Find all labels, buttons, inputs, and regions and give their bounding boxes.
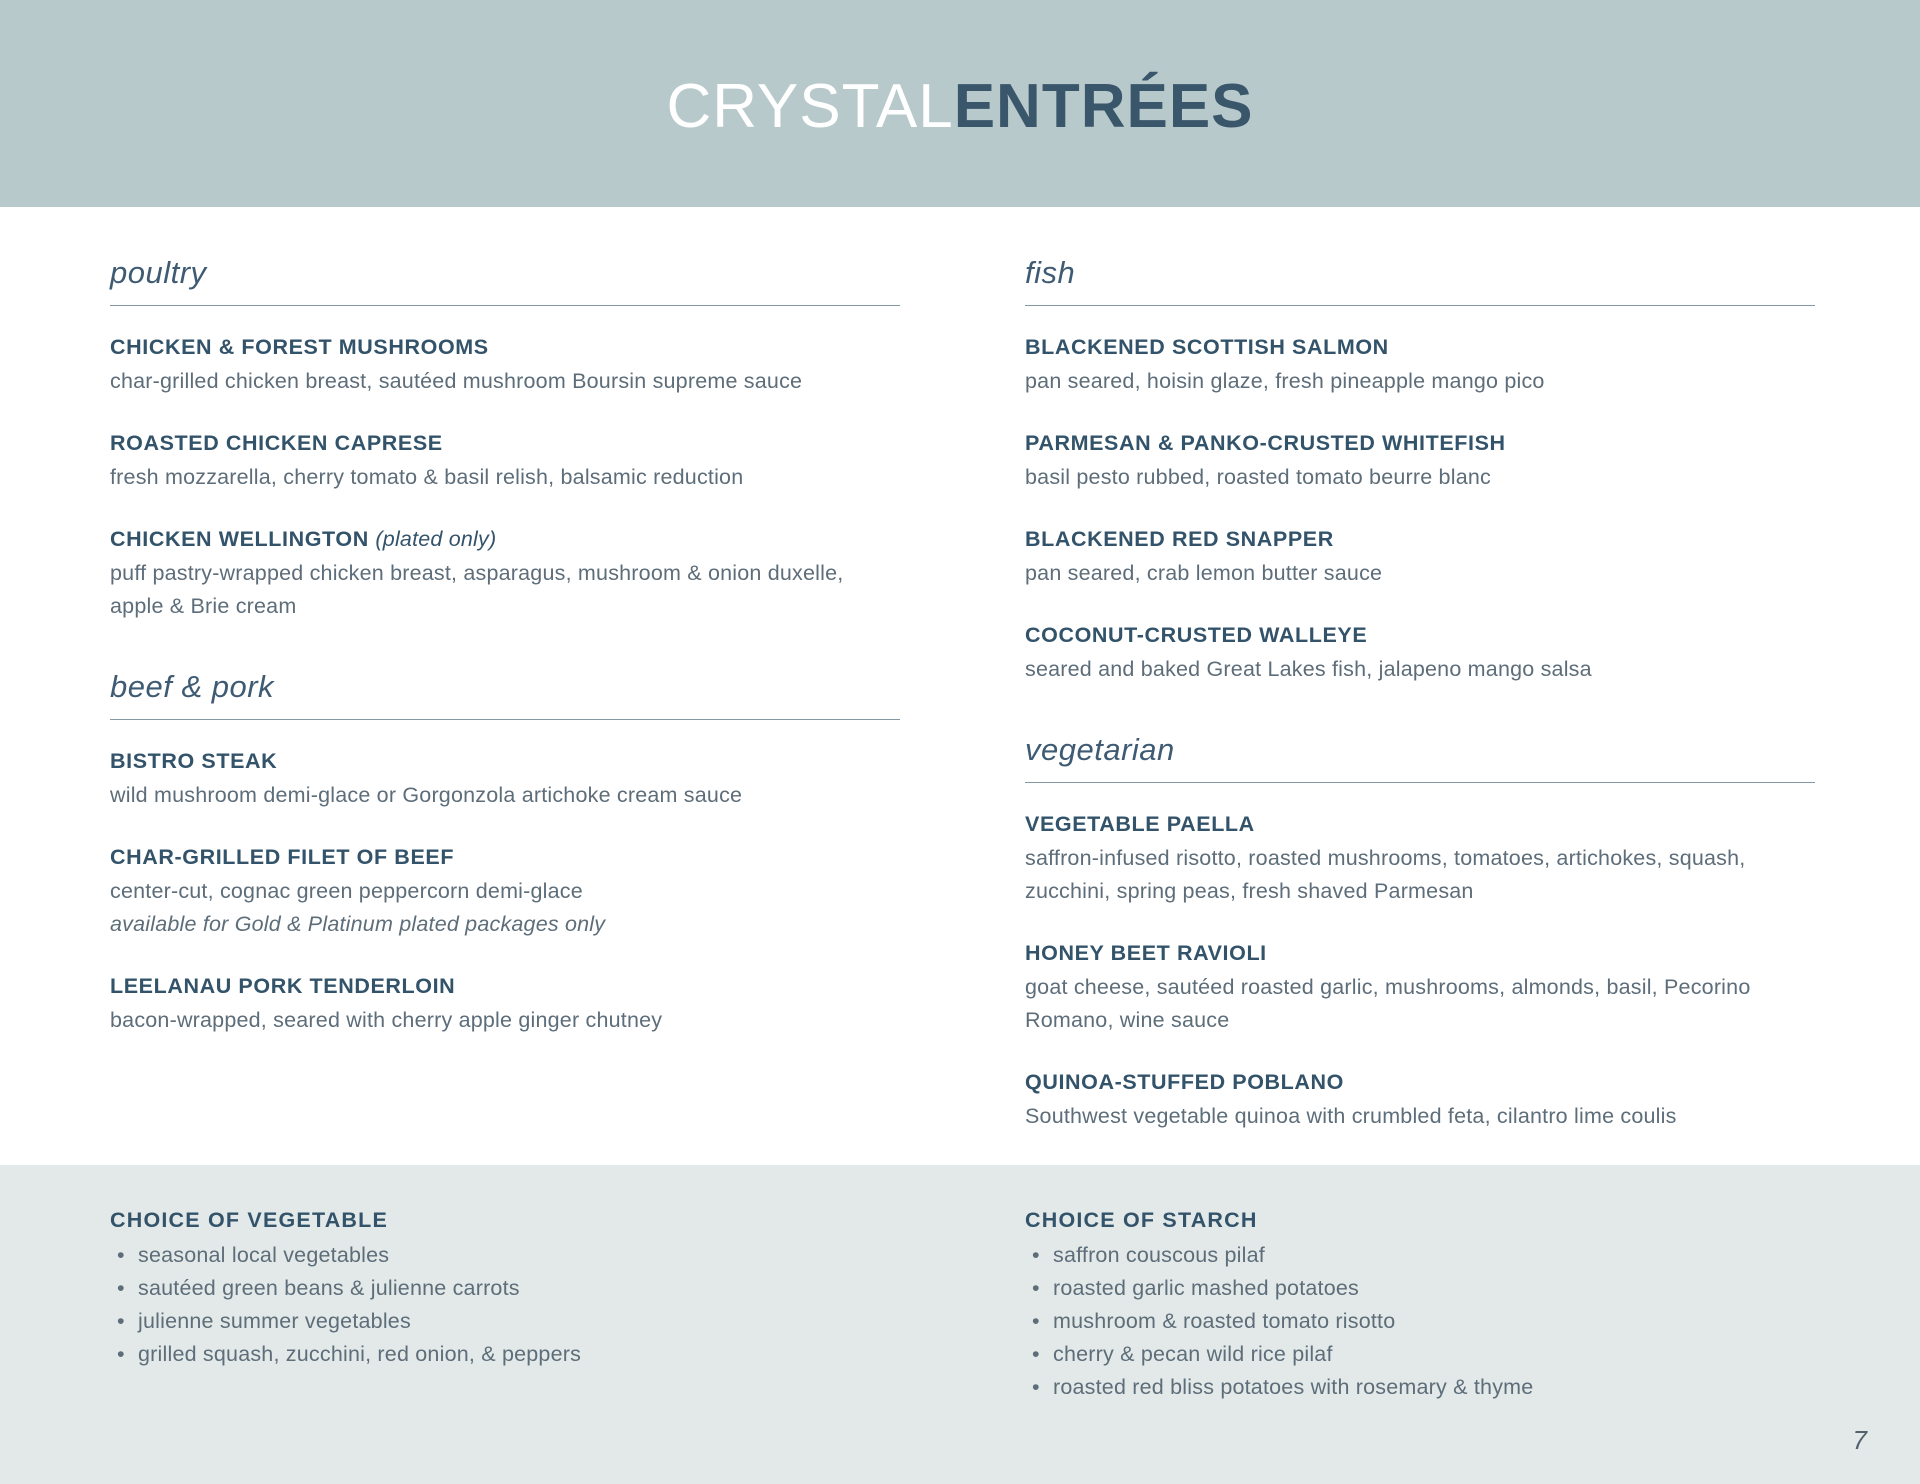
menu-item-name xyxy=(110,971,900,1001)
section-items xyxy=(1025,332,1815,686)
menu-item-name-text: BLACKENED RED SNAPPER xyxy=(1025,527,1334,551)
section-heading: fish xyxy=(1025,255,1076,290)
menu-item xyxy=(1025,428,1815,494)
menu-item xyxy=(1025,620,1815,686)
choice-title: CHOICE OF STARCH xyxy=(1025,1208,1258,1232)
menu-item-note: available for Gold & Platinum plated packages only xyxy=(110,912,606,936)
menu-item-description: Southwest vegetable quinoa with crumbled feta, cilantro lime coulis xyxy=(1025,1104,1677,1128)
menu-item-name-text: CHAR-GRILLED FILET OF BEEF xyxy=(110,845,455,869)
page-title-light: CRYSTAL xyxy=(666,71,954,141)
menu-item-name xyxy=(1025,809,1815,839)
menu-column-left xyxy=(110,255,900,1133)
section-heading: vegetarian xyxy=(1025,732,1175,767)
menu-item-description: pan seared, hoisin glaze, fresh pineapple mango pico xyxy=(1025,369,1545,393)
choice-list xyxy=(110,1239,900,1371)
menu-item-description: goat cheese, sautéed roasted garlic, mushrooms, almonds, basil, Pecorino Romano, wine sauce xyxy=(1025,975,1751,1032)
menu-item-name-text: HONEY BEET RAVIOLI xyxy=(1025,941,1267,965)
menu-item-name xyxy=(110,842,900,872)
section-items xyxy=(110,332,900,623)
menu-item-name-text: ROASTED CHICKEN CAPRESE xyxy=(110,431,443,455)
choice-bullet: • seasonal local vegetables xyxy=(110,1239,900,1272)
menu-section xyxy=(1025,732,1815,1133)
menu-item-name-text: QUINOA-STUFFED POBLANO xyxy=(1025,1070,1344,1094)
section-rule xyxy=(1025,782,1815,783)
menu-column-right xyxy=(1025,255,1815,1133)
section-heading: beef & pork xyxy=(110,669,275,704)
page-title-bold: ENTRÉES xyxy=(953,71,1254,141)
footer-band xyxy=(0,1165,1920,1484)
menu-item xyxy=(110,746,900,812)
choice-column xyxy=(110,1205,900,1484)
menu-item-name-text: VEGETABLE PAELLA xyxy=(1025,812,1255,836)
page-number: 7 xyxy=(1852,1425,1867,1455)
menu-item-name xyxy=(1025,524,1815,554)
choice-bullet: • roasted red bliss potatoes with rosemary & thyme xyxy=(1025,1371,1815,1404)
section-heading: poultry xyxy=(110,255,207,290)
choice-bullet: • julienne summer vegetables xyxy=(110,1305,900,1338)
section-rule xyxy=(1025,305,1815,306)
section-items xyxy=(1025,809,1815,1133)
menu-section xyxy=(110,255,900,623)
menu-item xyxy=(1025,809,1815,908)
choice-list xyxy=(1025,1239,1815,1404)
menu-item-name-text: COCONUT-CRUSTED WALLEYE xyxy=(1025,623,1368,647)
menu-item-name-text: BLACKENED SCOTTISH SALMON xyxy=(1025,335,1389,359)
menu-item-name-text: CHICKEN & FOREST MUSHROOMS xyxy=(110,335,489,359)
choice-bullet: • roasted garlic mashed potatoes xyxy=(1025,1272,1815,1305)
menu-item-description: pan seared, crab lemon butter sauce xyxy=(1025,561,1383,585)
menu-item-description: wild mushroom demi-glace or Gorgonzola artichoke cream sauce xyxy=(110,783,743,807)
menu-item-description: puff pastry-wrapped chicken breast, asparagus, mushroom & onion duxelle, apple & Brie cream xyxy=(110,561,844,618)
menu-item-description: bacon-wrapped, seared with cherry apple ginger chutney xyxy=(110,1008,663,1032)
menu-body xyxy=(0,207,1920,1133)
menu-item xyxy=(1025,332,1815,398)
menu-item-name-text: BISTRO STEAK xyxy=(110,749,278,773)
menu-item xyxy=(110,842,900,941)
choice-title: CHOICE OF VEGETABLE xyxy=(110,1208,389,1232)
menu-item-description: seared and baked Great Lakes fish, jalapeno mango salsa xyxy=(1025,657,1592,681)
menu-item-name xyxy=(110,332,900,362)
menu-item-name xyxy=(110,524,900,554)
menu-item xyxy=(110,524,900,623)
menu-item xyxy=(110,332,900,398)
choice-bullet: • mushroom & roasted tomato risotto xyxy=(1025,1305,1815,1338)
menu-section xyxy=(1025,255,1815,686)
section-items xyxy=(110,746,900,1037)
choice-column xyxy=(1025,1205,1815,1484)
menu-item-name xyxy=(110,746,900,776)
section-rule xyxy=(110,719,900,720)
page-header-band xyxy=(0,0,1920,207)
menu-item-description: fresh mozzarella, cherry tomato & basil relish, balsamic reduction xyxy=(110,465,744,489)
menu-item-description: basil pesto rubbed, roasted tomato beurre blanc xyxy=(1025,465,1491,489)
section-rule xyxy=(110,305,900,306)
choice-bullet: • grilled squash, zucchini, red onion, & peppers xyxy=(110,1338,900,1371)
menu-item xyxy=(110,971,900,1037)
menu-item-description: saffron-infused risotto, roasted mushrooms, tomatoes, artichokes, squash, zucchini, spring peas, fresh shaved Parmesan xyxy=(1025,846,1746,903)
menu-item xyxy=(1025,938,1815,1037)
menu-item-name-text: PARMESAN & PANKO-CRUSTED WHITEFISH xyxy=(1025,431,1506,455)
menu-item-description: char-grilled chicken breast, sautéed mushroom Boursin supreme sauce xyxy=(110,369,803,393)
choice-bullet: • cherry & pecan wild rice pilaf xyxy=(1025,1338,1815,1371)
menu-item-name-text: CHICKEN WELLINGTON xyxy=(110,527,369,551)
menu-item-name xyxy=(1025,938,1815,968)
menu-item-name-text: LEELANAU PORK TENDERLOIN xyxy=(110,974,456,998)
menu-item-name xyxy=(110,428,900,458)
menu-item-name xyxy=(1025,1067,1815,1097)
menu-item xyxy=(110,428,900,494)
choice-bullet: • saffron couscous pilaf xyxy=(1025,1239,1815,1272)
choice-bullet: • sautéed green beans & julienne carrots xyxy=(110,1272,900,1305)
menu-item-name xyxy=(1025,428,1815,458)
menu-item xyxy=(1025,524,1815,590)
menu-item-name xyxy=(1025,620,1815,650)
menu-item-name-suffix: (plated only) xyxy=(375,527,497,551)
menu-item xyxy=(1025,1067,1815,1133)
menu-item-name xyxy=(1025,332,1815,362)
page-title xyxy=(666,70,1254,141)
menu-item-description: center-cut, cognac green peppercorn demi-glace xyxy=(110,879,583,903)
menu-section xyxy=(110,669,900,1037)
